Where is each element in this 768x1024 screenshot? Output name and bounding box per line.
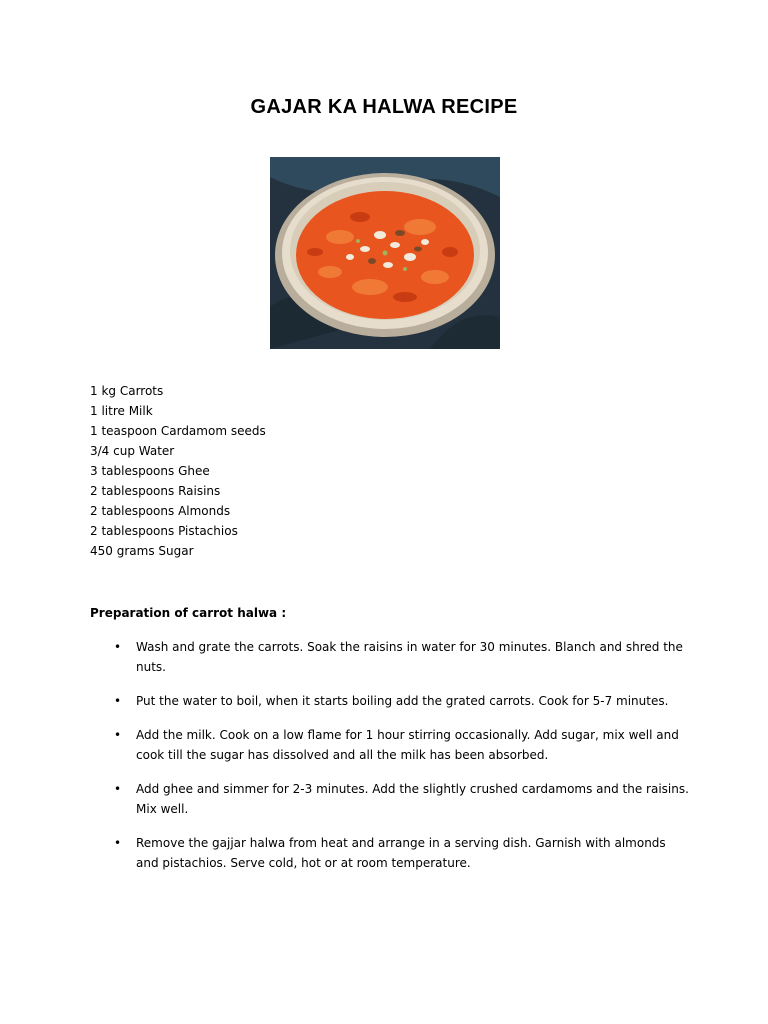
bullet-icon: • [114, 782, 122, 796]
ingredient-item: 2 tablespoons Pistachios [90, 524, 238, 538]
preparation-steps-list [90, 637, 690, 887]
step-item [90, 779, 690, 819]
preparation-heading: Preparation of carrot halwa : [90, 606, 287, 620]
page-title: GAJAR KA HALWA RECIPE [250, 96, 518, 118]
step-text: Add the milk. Cook on a low flame for 1 hour stirring occasionally. Add sugar, mix well and cook till the sugar has dissolved and all the milk has been absorbed. [136, 728, 679, 762]
halwa-bowl-photo [270, 157, 500, 349]
bullet-icon: • [114, 836, 122, 850]
bullet-icon: • [114, 694, 122, 708]
step-item [90, 691, 690, 711]
ingredient-item: 3 tablespoons Ghee [90, 464, 210, 478]
step-item [90, 637, 690, 677]
step-text: Add ghee and simmer for 2-3 minutes. Add the slightly crushed cardamoms and the raisins. Mix well. [136, 782, 689, 816]
ingredient-item: 2 tablespoons Raisins [90, 484, 221, 498]
ingredient-item: 3/4 cup Water [90, 444, 175, 458]
ingredient-item: 1 litre Milk [90, 404, 153, 418]
step-text: Remove the gajjar halwa from heat and arrange in a serving dish. Garnish with almonds and pistachios. Serve cold, hot or at room temperature. [136, 836, 666, 870]
step-item [90, 833, 690, 873]
ingredient-item: 1 teaspoon Cardamom seeds [90, 424, 266, 438]
ingredient-item: 1 kg Carrots [90, 384, 164, 398]
bullet-icon: • [114, 728, 122, 742]
step-text: Put the water to boil, when it starts boiling add the grated carrots. Cook for 5-7 minutes. [136, 694, 669, 708]
bullet-icon: • [114, 640, 122, 654]
ingredients-list [90, 381, 266, 561]
ingredient-item: 450 grams Sugar [90, 544, 194, 558]
halwa-bowl-illustration [270, 157, 500, 349]
step-text: Wash and grate the carrots. Soak the raisins in water for 30 minutes. Blanch and shred the nuts. [136, 640, 683, 674]
ingredient-item: 2 tablespoons Almonds [90, 504, 231, 518]
step-item [90, 725, 690, 765]
